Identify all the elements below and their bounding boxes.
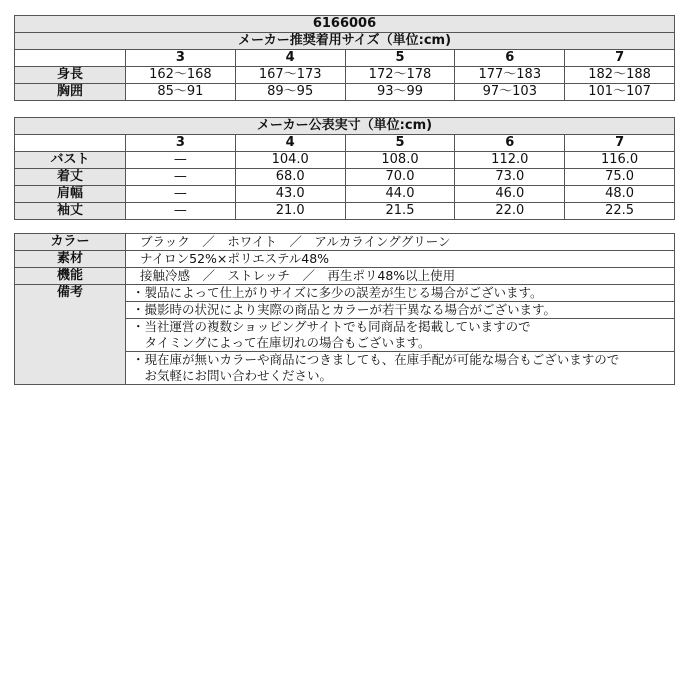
table-cell: 48.0 — [565, 186, 675, 203]
table-cell: — — [126, 186, 236, 203]
measurement-table — [14, 117, 675, 220]
size-header: 6 — [455, 50, 565, 67]
product-details-table — [14, 233, 675, 385]
table-cell: 116.0 — [565, 152, 675, 169]
row-label-height: 身長 — [15, 67, 126, 84]
table-cell: 172～178 — [345, 67, 455, 84]
table-cell: 46.0 — [455, 186, 565, 203]
row-label-bust: バスト — [15, 152, 126, 169]
note-item — [126, 285, 675, 302]
row-label-shoulder: 肩幅 — [15, 186, 126, 203]
table-cell: 112.0 — [455, 152, 565, 169]
size-header: 7 — [565, 135, 675, 152]
recommended-title: メーカー推奨着用サイズ（単位:cm) — [15, 33, 675, 50]
note-item — [126, 302, 675, 319]
table-cell: — — [126, 152, 236, 169]
table-cell: — — [126, 169, 236, 186]
note-line: お気軽にお問い合わせください。 — [132, 368, 333, 383]
table-cell: 68.0 — [235, 169, 345, 186]
table-cell: 43.0 — [235, 186, 345, 203]
table-cell: 44.0 — [345, 186, 455, 203]
size-header: 3 — [126, 50, 236, 67]
size-header: 5 — [345, 50, 455, 67]
table-cell: — — [126, 203, 236, 220]
size-header: 6 — [455, 135, 565, 152]
row-label-sleeve: 袖丈 — [15, 203, 126, 220]
color-value: ブラック ／ ホワイト ／ アルカラインググリーン — [126, 234, 675, 251]
table-cell: 70.0 — [345, 169, 455, 186]
table-cell: 182～188 — [565, 67, 675, 84]
size-header: 5 — [345, 135, 455, 152]
size-header: 4 — [235, 50, 345, 67]
size-header: 4 — [235, 135, 345, 152]
note-line: ・現在庫が無いカラーや商品につきましても、在庫手配が可能な場合もございますので — [132, 352, 620, 367]
row-label-function: 機能 — [15, 268, 126, 285]
table-cell: 75.0 — [565, 169, 675, 186]
table-cell: 85～91 — [126, 84, 236, 101]
row-label-chest: 胸囲 — [15, 84, 126, 101]
table-cell: 89～95 — [235, 84, 345, 101]
product-code: 6166006 — [15, 16, 675, 33]
size-header-blank — [15, 135, 126, 152]
table-cell: 21.0 — [235, 203, 345, 220]
note-line: ・製品によって仕上がりサイズに多少の誤差が生じる場合がございます。 — [132, 285, 543, 300]
table-cell: 22.0 — [455, 203, 565, 220]
table-cell: 97～103 — [455, 84, 565, 101]
size-header-blank — [15, 50, 126, 67]
table-cell: 162～168 — [126, 67, 236, 84]
table-cell: 108.0 — [345, 152, 455, 169]
measurement-title: メーカー公表実寸（単位:cm) — [15, 118, 675, 135]
table-cell: 167～173 — [235, 67, 345, 84]
table-cell: 177～183 — [455, 67, 565, 84]
row-label-color: カラー — [15, 234, 126, 251]
note-line: タイミングによって在庫切れの場合もございます。 — [132, 335, 431, 350]
table-cell: 22.5 — [565, 203, 675, 220]
note-item — [126, 352, 675, 385]
note-line: ・当社運営の複数ショッピングサイトでも同商品を掲載していますので — [132, 319, 531, 334]
table-cell: 104.0 — [235, 152, 345, 169]
row-label-notes: 備考 — [15, 285, 126, 385]
recommended-size-table — [14, 15, 675, 101]
row-label-length: 着丈 — [15, 169, 126, 186]
note-item — [126, 319, 675, 352]
table-cell: 93～99 — [345, 84, 455, 101]
size-header: 7 — [565, 50, 675, 67]
table-cell: 101～107 — [565, 84, 675, 101]
note-line: ・撮影時の状況により実際の商品とカラーが若干異なる場合がございます。 — [132, 302, 557, 317]
row-label-material: 素材 — [15, 251, 126, 268]
material-value: ナイロン52%×ポリエステル48% — [126, 251, 675, 268]
table-cell: 73.0 — [455, 169, 565, 186]
table-cell: 21.5 — [345, 203, 455, 220]
size-header: 3 — [126, 135, 236, 152]
function-value: 接触冷感 ／ ストレッチ ／ 再生ポリ48%以上使用 — [126, 268, 675, 285]
